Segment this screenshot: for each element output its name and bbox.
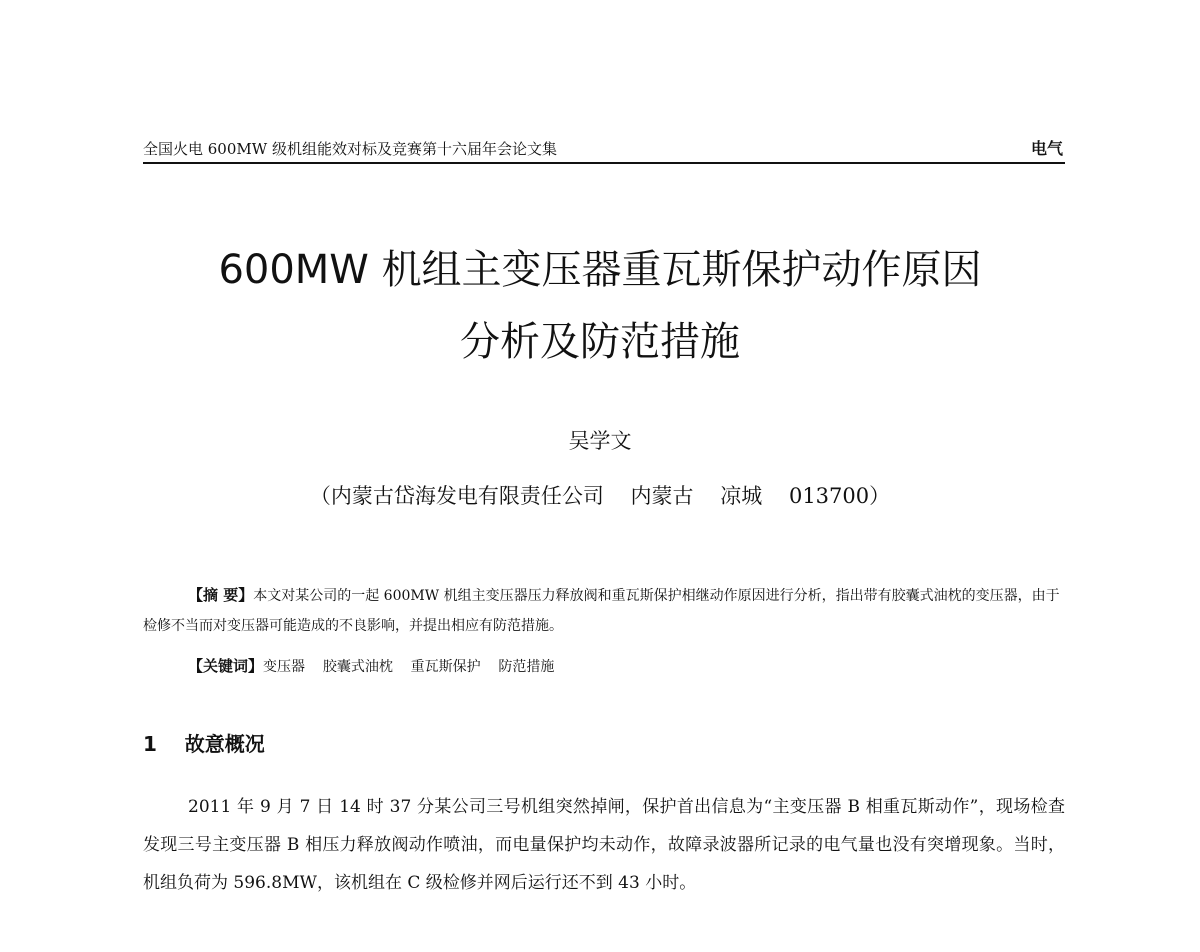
header-proceedings-title: 全国火电 600MW 级机组能效对标及竞赛第十六届年会论文集 [143,140,557,158]
paper-title [100,234,1100,378]
author-affiliation: （内蒙古岱海发电有限责任公司 内蒙古 凉城 013700） [309,484,891,508]
section-1-heading: 1 故意概况 [143,732,265,756]
keywords-text: 变压器 胶囊式油枕 重瓦斯保护 防范措施 [263,659,555,675]
abstract-label: 【摘 要】 [188,586,254,604]
running-header [143,136,1065,164]
paper-title-line-2: 分析及防范措施 [460,319,740,365]
author-name: 吴学文 [568,429,632,453]
keywords [188,655,554,676]
header-section-label: 电气 [1030,139,1063,158]
abstract [143,580,1065,641]
keywords-label: 【关键词】 [188,657,264,675]
abstract-text: 本文对某公司的一起 600MW 机组主变压器压力释放阀和重瓦斯保护相继动作原因进行分析，指出带有胶囊式油枕的变压器，由于检修不当而对变压器可能造成的不良影响，并提出相应有防范措施。 [143,588,1060,634]
paper-title-line-1: 600MW 机组主变压器重瓦斯保护动作原因 [218,247,982,293]
section-1-paragraph: 2011 年 9 月 7 日 14 时 37 分某公司三号机组突然掉闸，保护首出信息为“主变压器 B 相重瓦斯动作”，现场检查发现三号主变压器 B 相压力释放阀动作喷油，而电量保护均未动作，故障录波器所记录的电气量也没有突增现象。当时，机组负荷为 596.8MW，该机组在 C 级检修并网后运行还不到 43 小时。 [143,797,1065,893]
